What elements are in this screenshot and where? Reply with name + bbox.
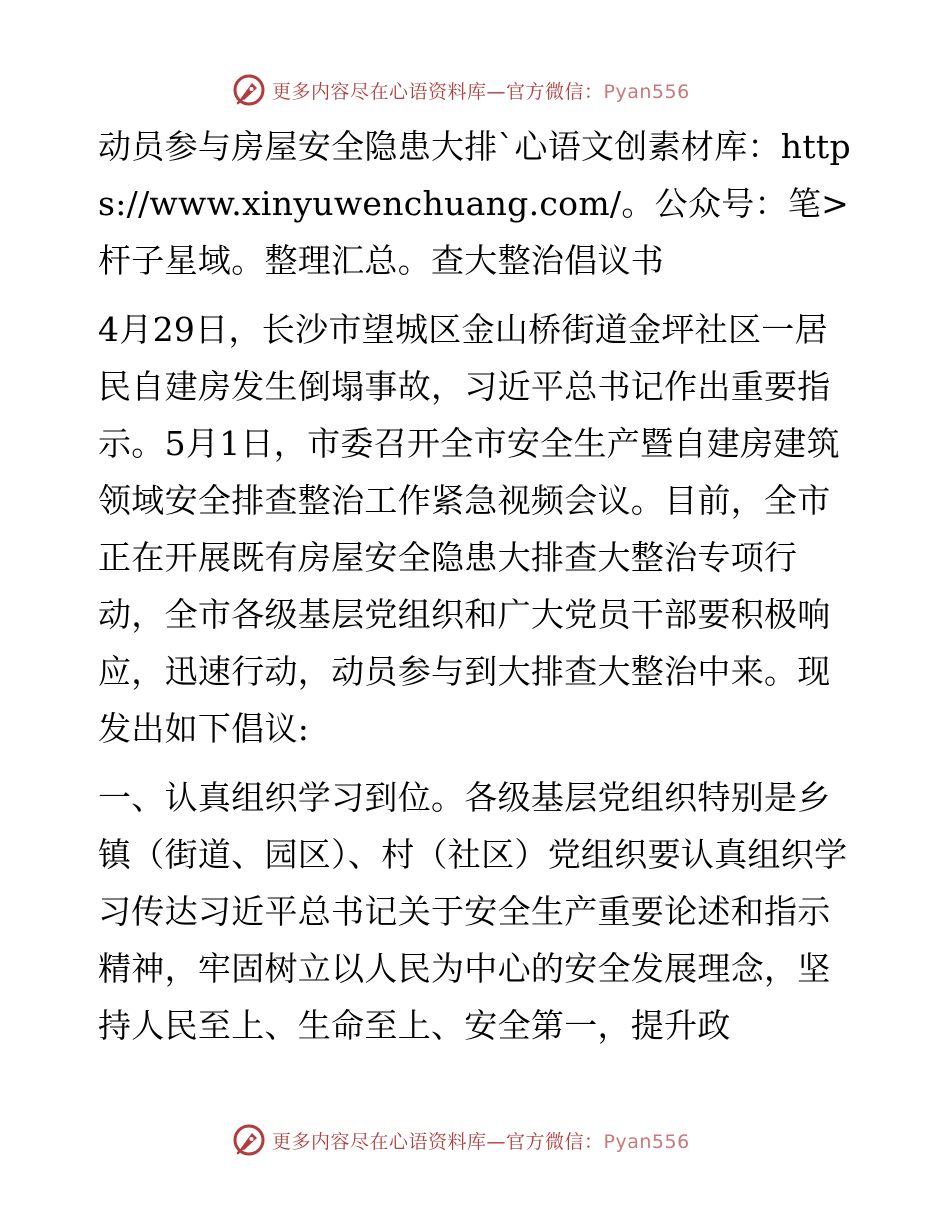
watermark-wechat-id: Pyan556 <box>603 80 690 103</box>
watermark-text <box>272 1127 690 1154</box>
watermark-banner-top <box>232 70 690 110</box>
watermark-label: 更多内容尽在心语资料库—官方微信： <box>272 1130 604 1153</box>
watermark-wechat-id: Pyan556 <box>603 1130 690 1153</box>
pen-nib-icon <box>232 1123 266 1157</box>
watermark-banner-bottom <box>232 1120 690 1160</box>
document-body <box>98 118 854 1054</box>
pen-nib-icon <box>232 73 266 107</box>
paragraph-title: 动员参与房屋安全隐患大排`心语文创素材库：https://www.xinyuwenchuang.com/。公众号：笔>杆子星域。整理汇总。查大整治倡议书 <box>98 127 851 280</box>
paragraph-intro: 4月29日，长沙市望城区金山桥街道金坪社区一居民自建房发生倒塌事故，习近平总书记作出重要指示。5月1日，市委召开全市安全生产暨自建房建筑领域安全排查整治工作紧急视频会议。目前，全市正在开展既有房屋安全隐患大排查大整治专项行动，全市各级基层党组织和广大党员干部要积极响应，迅速行动，动员参与到大排查大整治中来。现发出如下倡议: <box>98 310 840 748</box>
paragraph-item-one: 一、认真组织学习到位。各级基层党组织特别是乡镇（街道、园区）、村（社区）党组织要认真组织学习传达习近平总书记关于安全生产重要论述和指示精神，牢固树立以人民为中心的安全发展理念，坚持人民至上、生命至上、安全第一，提升政 <box>98 778 848 1045</box>
watermark-text <box>272 77 690 104</box>
watermark-label: 更多内容尽在心语资料库—官方微信： <box>272 80 604 103</box>
